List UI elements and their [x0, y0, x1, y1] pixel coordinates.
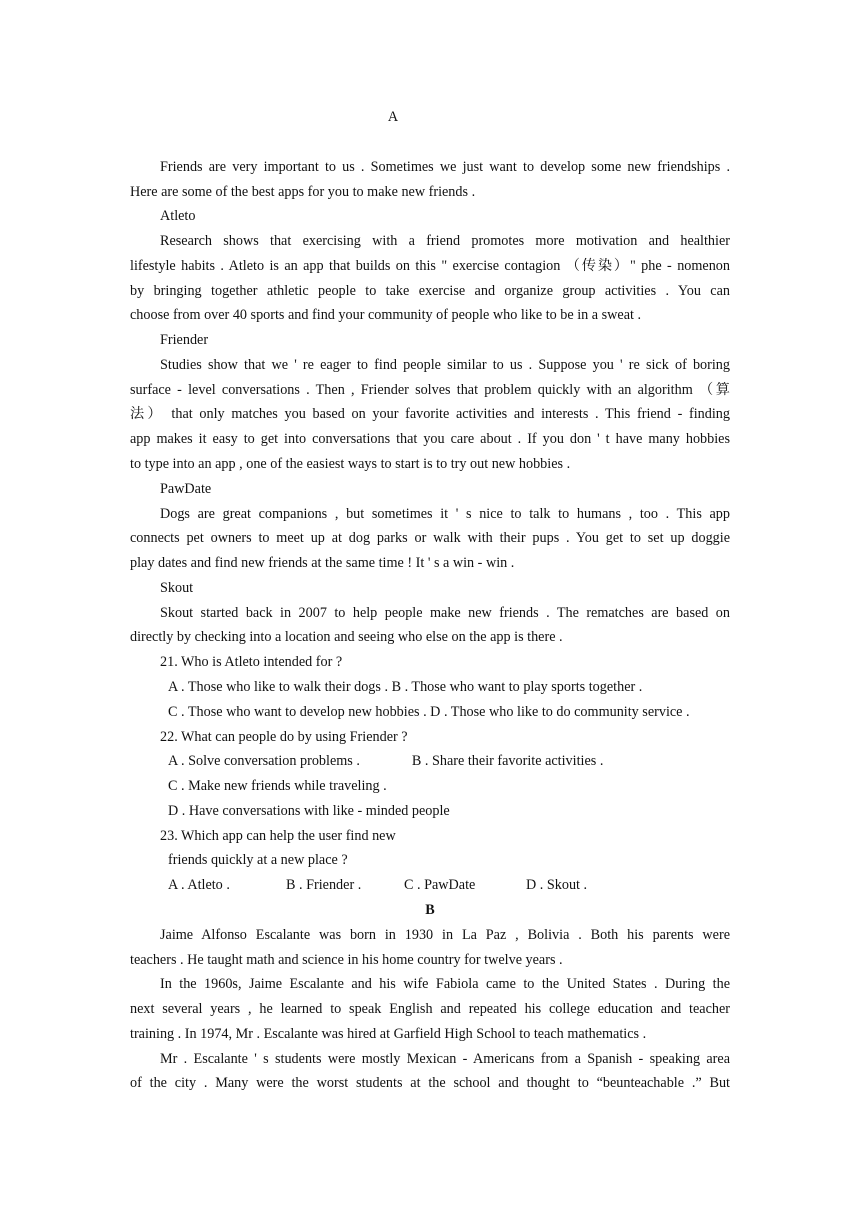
paragraph-line: teachers . He taught math and science in his home country for twelve years .	[130, 952, 563, 968]
paragraph-line: next several years , he learned to speak English and repeated his college education and teacher	[130, 1001, 730, 1017]
paragraph-line: choose from over 40 sports and find your community of people who like to be in a sweat .	[130, 307, 642, 323]
section-a-title: A	[387, 109, 399, 125]
app-heading-pawdate: PawDate	[160, 481, 212, 497]
paragraph-line: app makes it easy to get into conversations that you care about . If you don ' t have many hobbies	[130, 431, 730, 447]
paragraph-line: Dogs are great companions , but sometimes it ' s nice to talk to humans , too . This app	[160, 506, 730, 522]
paragraph-line: play dates and find new friends at the same time ! It ' s a win - win .	[130, 555, 515, 571]
question-23-options	[168, 875, 730, 895]
option-a: A . Solve conversation problems .	[168, 753, 360, 769]
paragraph-line: by bringing together athletic people to take exercise and organize group activities . You can	[130, 283, 730, 299]
paragraph-line: Jaime Alfonso Escalante was born in 1930 in La Paz , Bolivia . Both his parents were	[160, 927, 730, 943]
paragraph-line: In the 1960s, Jaime Escalante and his wife Fabiola came to the United States . During the	[160, 976, 730, 992]
paragraph-line: to type into an app , one of the easiest ways to start is to try out new hobbies .	[130, 456, 571, 472]
option-a: A . Atleto .	[168, 877, 230, 893]
paragraph-line: Mr . Escalante ' s students were mostly Mexican - Americans from a Spanish - speaking area	[160, 1051, 730, 1067]
option-c: C . PawDate	[404, 877, 476, 893]
paragraph-line: 法） that only matches you based on your favorite activities and interests . This friend - finding	[130, 406, 730, 422]
option-d: D . Have conversations with like - minded people	[168, 803, 450, 819]
question-22-stem: 22. What can people do by using Friender ?	[160, 729, 408, 745]
paragraph-line: Studies show that we ' re eager to find people similar to us . Suppose you ' re sick of boring	[160, 357, 730, 373]
paragraph-line: training . In 1974, Mr . Escalante was hired at Garfield High School to teach mathematics .	[130, 1026, 647, 1042]
paragraph-line: surface - level conversations . Then , Friender solves that problem quickly with an algorithm （算	[130, 382, 730, 398]
app-heading-skout: Skout	[160, 580, 194, 596]
app-heading-friender: Friender	[160, 332, 209, 348]
option-c: C . Make new friends while traveling .	[168, 778, 387, 794]
app-heading-atleto: Atleto	[160, 208, 196, 224]
paragraph-line: of the city . Many were the worst students at the school and thought to “beunteachable .” But	[130, 1075, 730, 1091]
paragraph-line: Skout started back in 2007 to help people make new friends . The rematches are based on	[160, 605, 730, 621]
paragraph-line: lifestyle habits . Atleto is an app that builds on this " exercise contagion （传染）" phe - nomenon	[130, 258, 730, 274]
option-d: D . Skout .	[526, 877, 588, 893]
option-b: B . Share their favorite activities .	[411, 753, 604, 769]
option-b: B . Friender .	[286, 877, 362, 893]
question-21-options: C . Those who want to develop new hobbies . D . Those who like to do community service .	[168, 704, 690, 720]
intro-line: Friends are very important to us . Sometimes we just want to develop some new friendships .	[160, 159, 730, 175]
paragraph-line: directly by checking into a location and seeing who else on the app is there .	[130, 629, 563, 645]
paragraph-line: connects pet owners to meet up at dog parks or walk with their pups . You get to set up doggie	[130, 530, 730, 546]
section-b-title: B	[425, 902, 435, 918]
intro-line: Here are some of the best apps for you to make new friends .	[130, 184, 476, 200]
paragraph-line: Research shows that exercising with a friend promotes more motivation and healthier	[160, 233, 730, 249]
question-23-stem: 23. Which app can help the user find new	[160, 828, 396, 844]
question-21-options: A . Those who like to walk their dogs . B . Those who want to play sports together .	[168, 679, 643, 695]
question-21-stem: 21. Who is Atleto intended for ?	[160, 654, 343, 670]
question-23-stem: friends quickly at a new place ?	[168, 852, 348, 868]
question-22-options	[168, 751, 730, 771]
